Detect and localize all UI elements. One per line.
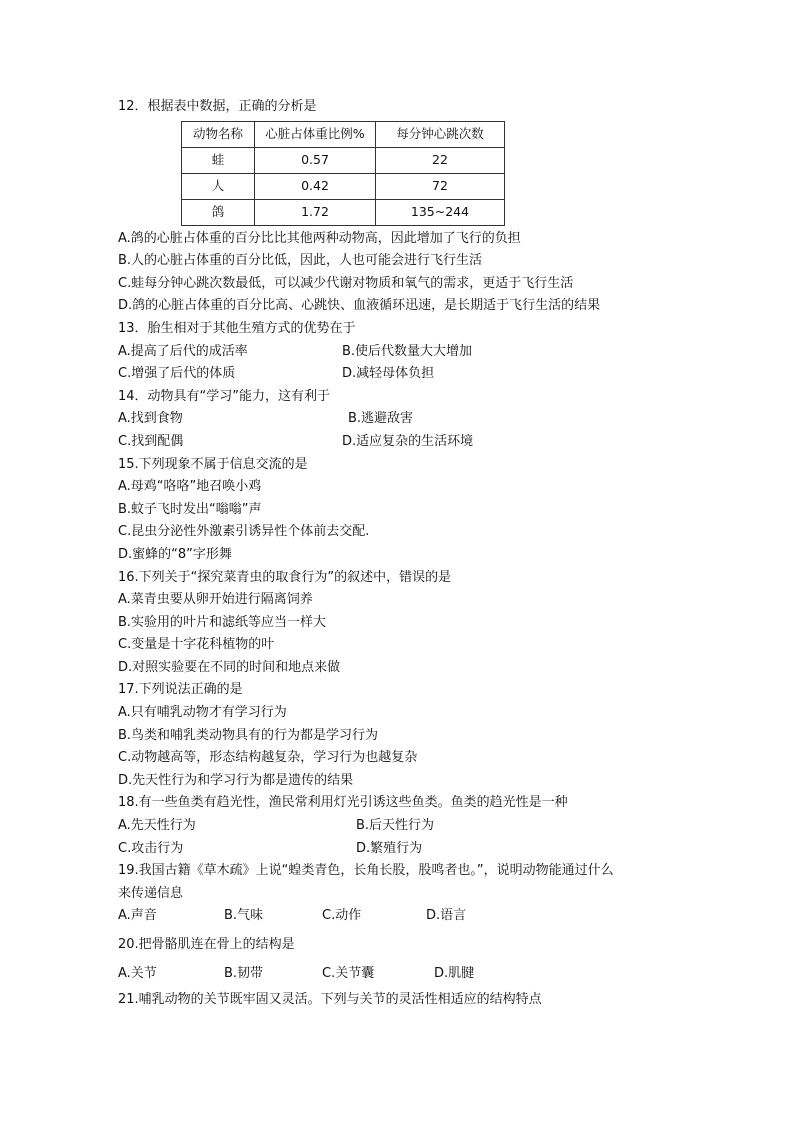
options-row <box>118 363 698 386</box>
options-row <box>118 905 698 928</box>
option-a: A.鸽的心脏占体重的百分比比其他两种动物高，因此增加了飞行的负担 <box>118 230 521 246</box>
options-row <box>118 963 698 986</box>
option-d: D.蜜蜂的“8”字形舞 <box>118 546 232 562</box>
question-15-stem: 15.下列现象不属于信息交流的是 <box>118 456 308 472</box>
option-b: B.人的心脏占体重的百分比低，因此，人也可能会进行飞行生活 <box>118 253 483 269</box>
option-c: C.增强了后代的体质 <box>118 366 236 382</box>
options-row <box>118 408 698 431</box>
table-cell: 135~244 <box>376 199 505 225</box>
option-c: C.昆虫分泌性外激素引诱异性个体前去交配. <box>118 524 370 540</box>
options-row <box>118 341 698 364</box>
question-16-stem: 16.下列关于“探究菜青虫的取食行为”的叙述中，错误的是 <box>118 569 452 585</box>
option-b: B.气味 <box>224 908 264 924</box>
option-a: A.找到食物 <box>118 411 183 427</box>
options-row <box>118 838 698 861</box>
option-d: D.语言 <box>426 908 467 924</box>
option-d: D.鸽的心脏占体重的百分比高、心跳快、血液循环迅速，是长期适于飞行生活的结果 <box>118 298 601 314</box>
table-row <box>182 147 505 173</box>
option-a: A.关节 <box>118 965 157 981</box>
question-13-stem: 13．胎生相对于其他生殖方式的优势在于 <box>118 320 356 336</box>
question-19-stem-cont: 来传递信息 <box>118 885 184 901</box>
question-17-stem: 17.下列说法正确的是 <box>118 682 243 698</box>
table-cell: 蛙 <box>182 147 255 173</box>
table-cell: 0.57 <box>255 147 376 173</box>
option-b: B.实验用的叶片和滤纸等应当一样大 <box>118 614 327 630</box>
option-a: A.先天性行为 <box>118 818 196 834</box>
option-a: A.只有哺乳动物才有学习行为 <box>118 705 287 721</box>
table-row <box>182 173 505 199</box>
table-row <box>182 199 505 225</box>
question-20-stem: 20.把骨骼肌连在骨上的结构是 <box>118 937 295 952</box>
option-b: B.蚊子飞时发出“嗡嗡”声 <box>118 501 262 517</box>
option-b: B.逃避敌害 <box>348 411 414 427</box>
question-18-stem: 18.有一些鱼类有趋光性，渔民常利用灯光引诱这些鱼类。鱼类的趋光性是一种 <box>118 795 568 811</box>
table-header-row <box>182 121 505 147</box>
question-14-stem: 14．动物具有“学习”能力，这有利于 <box>118 388 331 404</box>
question-19-stem: 19.我国古籍《草木疏》上说“蝗类青色，长角长股，股鸣者也。”，说明动物能通过什么 <box>118 863 614 879</box>
table-cell: 72 <box>376 173 505 199</box>
option-b: B.韧带 <box>224 965 264 981</box>
options-row <box>118 431 698 454</box>
heart-data-table <box>181 121 505 226</box>
option-a: A.菜青虫要从卵开始进行隔离饲养 <box>118 592 313 608</box>
table-cell: 1.72 <box>255 199 376 225</box>
table-cell: 22 <box>376 147 505 173</box>
option-d: D.繁殖行为 <box>356 840 423 856</box>
option-b: B.后天性行为 <box>356 818 435 834</box>
option-c: C.变量是十字花科植物的叶 <box>118 637 275 653</box>
option-d: D.先天性行为和学习行为都是遗传的结果 <box>118 772 354 788</box>
table-cell: 人 <box>182 173 255 199</box>
table-cell: 0.42 <box>255 173 376 199</box>
table-cell: 鸽 <box>182 199 255 225</box>
option-d: D.适应复杂的生活环境 <box>342 433 474 449</box>
option-d: D.减轻母体负担 <box>342 366 435 382</box>
option-c: C.动物越高等，形态结构越复杂，学习行为也越复杂 <box>118 750 418 766</box>
option-b: B.鸟类和哺乳类动物具有的行为都是学习行为 <box>118 727 379 743</box>
option-c: C.找到配偶 <box>118 433 184 449</box>
option-a: A.提高了后代的成活率 <box>118 343 248 359</box>
exam-page <box>118 96 698 1012</box>
option-c: C.蛙每分钟心跳次数最低，可以减少代谢对物质和氧气的需求，更适于飞行生活 <box>118 275 574 291</box>
table-header-cell: 每分钟心跳次数 <box>376 121 505 147</box>
option-c: C.动作 <box>322 908 362 924</box>
option-d: D.对照实验要在不同的时间和地点来做 <box>118 659 341 675</box>
options-row <box>118 815 698 838</box>
option-c: C.关节囊 <box>322 965 375 981</box>
question-12-stem: 12．根据表中数据，正确的分析是 <box>118 99 317 114</box>
option-c: C.攻击行为 <box>118 840 184 856</box>
question-21-stem: 21.哺乳动物的关节既牢固又灵活。下列与关节的灵活性相适应的结构特点 <box>118 992 542 1008</box>
option-d: D.肌腱 <box>434 965 475 981</box>
option-a: A.声音 <box>118 908 157 924</box>
table-header-cell: 心脏占体重比例% <box>255 121 376 147</box>
table-header-cell: 动物名称 <box>182 121 255 147</box>
option-b: B.使后代数量大大增加 <box>342 343 473 359</box>
option-a: A.母鸡“咯咯”地召唤小鸡 <box>118 479 262 495</box>
